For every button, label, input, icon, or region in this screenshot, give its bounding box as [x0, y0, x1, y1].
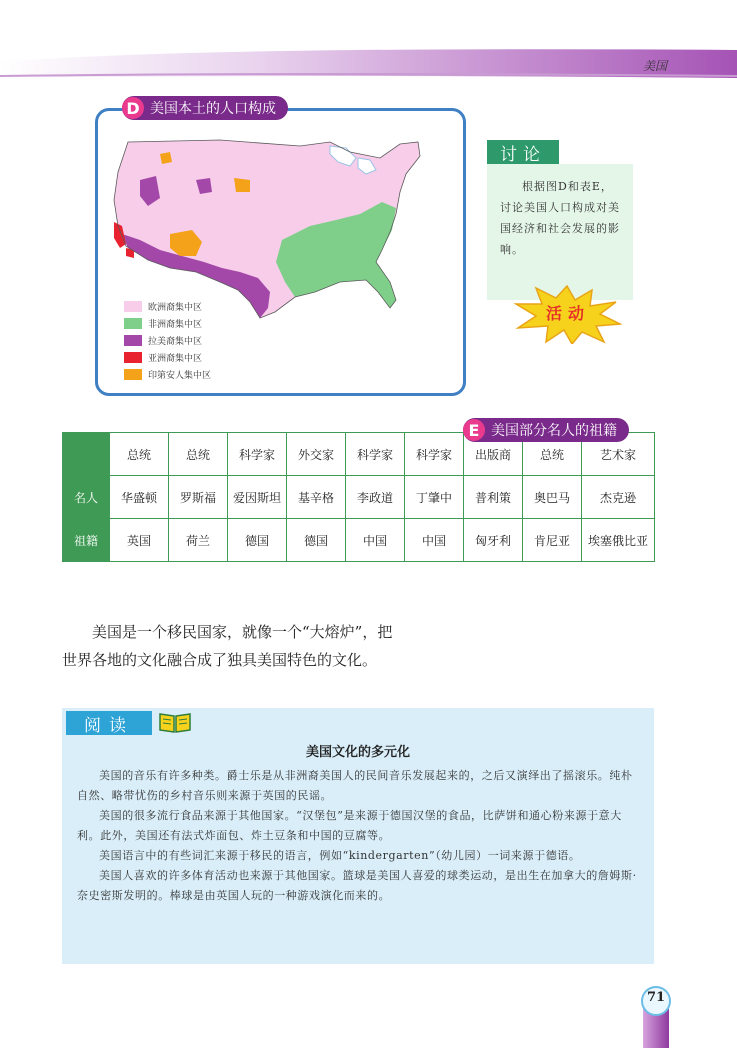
legend-swatch	[124, 352, 142, 363]
table-cell: 奥巴马	[523, 476, 582, 519]
table-cell: 出版商	[464, 433, 523, 476]
table-title: 美国部分名人的祖籍	[491, 423, 617, 439]
reading-tab: 阅读	[66, 711, 152, 735]
table-cell: 埃塞俄比亚	[582, 519, 655, 562]
table-cell: 总统	[110, 433, 169, 476]
header-band	[0, 38, 737, 80]
header-ribbon	[0, 38, 737, 80]
table-cell: 杰克逊	[582, 476, 655, 519]
map-legend	[124, 298, 211, 383]
legend-label: 印第安人集中区	[148, 371, 212, 381]
table-cell: 外交家	[287, 433, 346, 476]
table-cell: 李政道	[346, 476, 405, 519]
reading-paragraph: 美国的音乐有许多种类。爵士乐是从非洲裔美国人的民间音乐发展起来的，之后又演绎出了摇滚乐。纯朴自然、略带忧伤的乡村音乐则来源于英国的民谣。	[77, 769, 633, 802]
discussion-text: 根据图D和表E，讨论美国人口构成对美国经济和社会发展的影响。	[500, 180, 620, 256]
legend-swatch	[124, 335, 142, 346]
table-cell: 中国	[346, 519, 405, 562]
discussion-tab: 讨论	[487, 140, 559, 164]
table-cell: 肯尼亚	[523, 519, 582, 562]
body-line-1: 美国是一个移民国家，就像一个“大熔炉”，把	[92, 623, 393, 641]
body-line-2: 世界各地的文化融合成了独具美国特色的文化。	[62, 651, 378, 669]
table-cell: 丁肇中	[405, 476, 464, 519]
legend-item-latin	[124, 332, 211, 349]
table-cell: 华盛顿	[110, 476, 169, 519]
legend-label: 非洲裔集中区	[148, 320, 203, 330]
reading-body	[77, 766, 643, 906]
legend-label: 拉美裔集中区	[148, 337, 203, 347]
table-cell: 英国	[110, 519, 169, 562]
map-region-native-3	[160, 152, 172, 164]
table-corner	[63, 433, 110, 476]
table-letter: E	[463, 419, 485, 441]
table-cell: 普利策	[464, 476, 523, 519]
reading-paragraph: 美国人喜欢的许多体育活动也来源于其他国家。篮球是美国人喜爱的球类运动，是出生在加拿大的詹姆斯·奈史密斯发明的。棒球是由英国人玩的一种游戏演化而来的。	[77, 869, 637, 902]
table-cell: 中国	[405, 519, 464, 562]
page-number: 71	[646, 990, 666, 1005]
table-cell: 罗斯福	[169, 476, 228, 519]
legend-label: 亚洲裔集中区	[148, 354, 203, 364]
header-title: 美国	[642, 59, 667, 73]
map-title: 美国本土的人口构成	[150, 101, 276, 117]
legend-swatch	[124, 301, 142, 312]
table-cell: 总统	[523, 433, 582, 476]
legend-label: 欧洲裔集中区	[148, 303, 203, 313]
reading-paragraph: 美国语言中的有些词汇来源于移民的语言，例如“kindergarten”（幼儿园）一词来源于德语。	[99, 849, 581, 862]
table-cell: 匈牙利	[464, 519, 523, 562]
table-cell: 科学家	[346, 433, 405, 476]
table-cell: 德国	[228, 519, 287, 562]
table-cell: 科学家	[228, 433, 287, 476]
table-row-label: 祖籍	[63, 519, 110, 562]
table-cell: 爱因斯坦	[228, 476, 287, 519]
legend-swatch	[124, 318, 142, 329]
table-cell: 科学家	[405, 433, 464, 476]
body-paragraph	[62, 618, 482, 674]
table-row-label: 名人	[63, 476, 110, 519]
table-cell: 荷兰	[169, 519, 228, 562]
table-cell: 艺术家	[582, 433, 655, 476]
legend-item-european	[124, 298, 211, 315]
activity-label: 活动	[546, 304, 591, 323]
table-title-badge	[463, 418, 629, 442]
map-title-badge	[122, 96, 288, 120]
table-row-origin	[63, 519, 655, 562]
table-row-name	[63, 476, 655, 519]
legend-swatch	[124, 369, 142, 380]
map-letter: D	[122, 97, 144, 119]
celebrity-origin-table	[62, 432, 655, 562]
reading-title: 美国文化的多元化	[305, 745, 410, 760]
usa-population-map	[100, 122, 455, 327]
table-cell: 总统	[169, 433, 228, 476]
table-cell: 德国	[287, 519, 346, 562]
table-cell: 基辛格	[287, 476, 346, 519]
legend-item-native	[124, 366, 211, 383]
book-icon	[158, 710, 192, 734]
reading-paragraph: 美国的很多流行食品来源于其他国家。“汉堡包”是来源于德国汉堡的食品，比萨饼和通心粉来源于意大利。此外，美国还有法式炸面包、炸土豆条和中国的豆腐等。	[77, 809, 622, 842]
legend-item-african	[124, 315, 211, 332]
legend-item-asian	[124, 349, 211, 366]
map-region-native-2	[234, 178, 250, 192]
